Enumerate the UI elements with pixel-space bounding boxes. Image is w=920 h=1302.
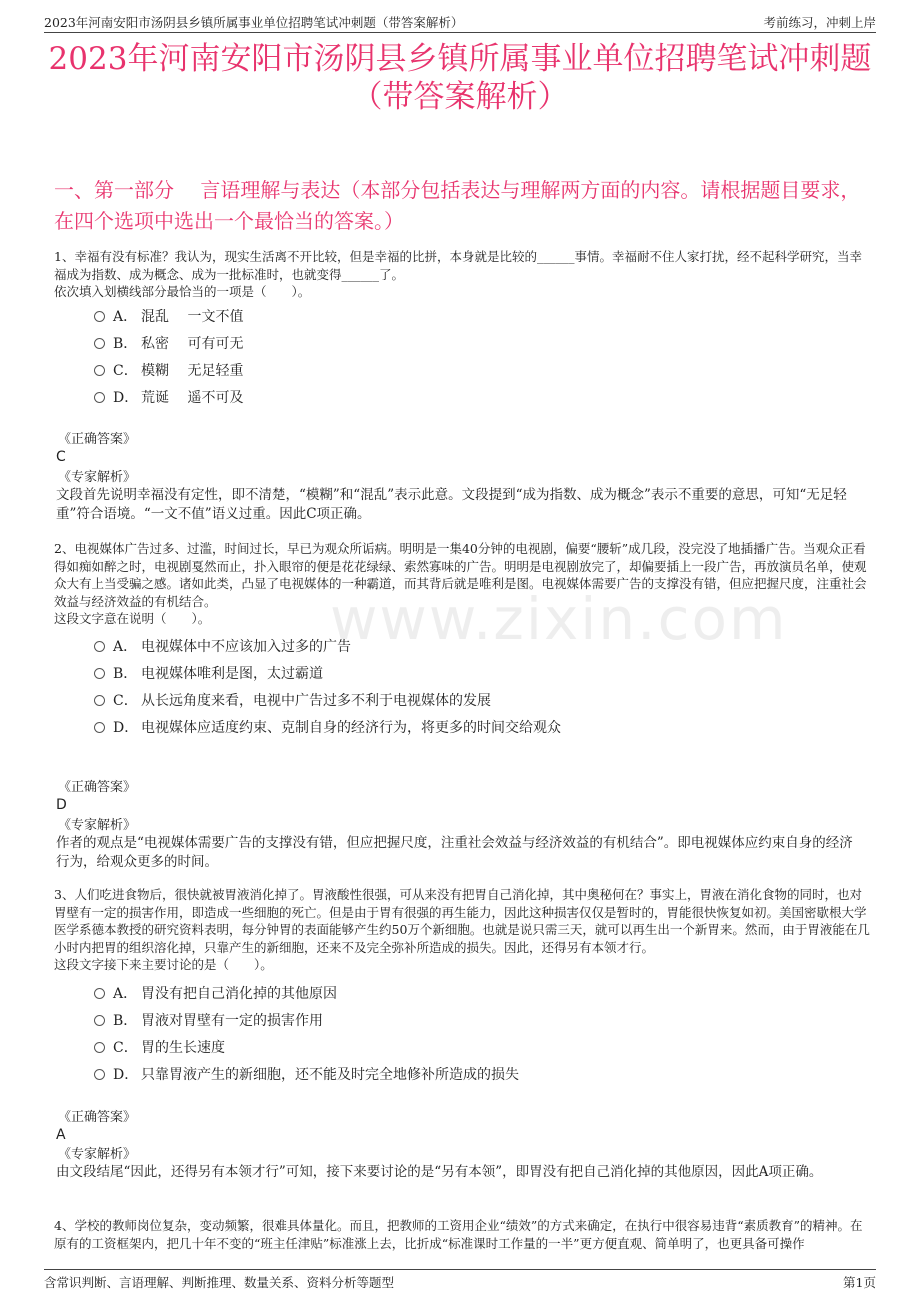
explanation-text: 由文段结尾“因此，还得另有本领才行”可知，接下来要讨论的是“另有本领”，即胃没有把自己消化掉的其他原因，因此A项正确。 [56, 1164, 823, 1180]
question-stem-text: 3、人们吃进食物后，很快就被胃液消化掉了。胃液酸性很强，可从来没有把胃自己消化掉，其中奥秘何在？事实上，胃液在消化食物的同时，也对胃壁有一定的损害作用，即造成一些细胞的死亡。但是由于胃有很强的再生能力，因此这种损害仅仅是暂时的，胃能很快恢复如初。美国密歇根大学医学系德本教授的研究资料表明，每分钟胃的表面能够产生约50万个新细胞。也就是说只需三天，就可以再生出一个新胃来。然而，由于胃液能在几小时内把胃的组织溶化掉，只靠产生的新细胞，还来不及完全弥补所造成的损失。因此，还得另有本领才行。 [54, 887, 870, 955]
radio-icon[interactable] [94, 1042, 105, 1053]
question-3-stem [54, 886, 872, 974]
option-text: 电视媒体唯利是图，太过霸道 [141, 666, 323, 682]
radio-icon[interactable] [94, 1069, 105, 1080]
answer-label: 《正确答案》 [58, 432, 137, 447]
option-letter: C． [113, 1040, 138, 1056]
page-header [44, 10, 876, 33]
option-a[interactable] [94, 306, 243, 328]
radio-icon[interactable] [94, 668, 105, 679]
radio-icon[interactable] [94, 392, 105, 403]
option-letter: A． [113, 309, 138, 325]
section-heading: 一、第一部分 言语理解与表达（本部分包括表达与理解两方面的内容。请根据题目要求，在四个选项中选出一个最恰当的答案。） [54, 178, 861, 233]
question-prompt: 这段文字意在说明（ ）。 [54, 611, 211, 626]
option-letter: A． [113, 986, 138, 1002]
option-d[interactable] [94, 1064, 519, 1086]
option-b[interactable] [94, 663, 323, 685]
option-text: 胃的生长速度 [141, 1040, 225, 1056]
question-1-stem [54, 248, 872, 301]
option-text: 荒诞 遥不可及 [141, 390, 244, 406]
option-text: 电视媒体中不应该加入过多的广告 [141, 639, 351, 655]
radio-icon[interactable] [94, 988, 105, 999]
explanation-text: 作者的观点是“电视媒体需要广告的支撑没有错，但应把握尺度，注重社会效益与经济效益的有机结合”。即电视媒体应约束自身的经济行为，给观众更多的时间。 [56, 835, 853, 870]
option-letter: A． [113, 639, 138, 655]
expert-label: 《专家解析》 [58, 470, 137, 485]
expert-label: 《专家解析》 [58, 1147, 137, 1162]
page-number: 第1页 [843, 1275, 876, 1290]
radio-icon[interactable] [94, 338, 105, 349]
option-letter: B． [113, 666, 138, 682]
explanation-text: 文段首先说明幸福没有定性，即不清楚，“模糊”和“混乱”表示此意。文段提到“成为指数、成为概念”表示不重要的意思，可知“无足轻重”符合语境。“一文不值”语义过重。因此C项正确。 [56, 487, 847, 522]
option-letter: D． [113, 1067, 139, 1083]
option-c[interactable] [94, 360, 243, 382]
option-letter: B． [113, 1013, 138, 1029]
expert-label: 《专家解析》 [58, 818, 137, 833]
option-a[interactable] [94, 636, 351, 658]
answer-value: D [56, 797, 67, 813]
question-stem-text: 4、学校的教师岗位复杂，变动频繁，很难具体量化。而且，把教师的工资用企业“绩效”的方式来确定，在执行中很容易违背“素质教育”的精神。在原有的工资框架内，把几十年不变的“班主任津贴”标准涨上去，比折成“标准课时工作量的一半”更方便直观、简单明了，也更具备可操作 [54, 1218, 863, 1251]
question-stem-text: 1、幸福有没有标准？我认为，现实生活离不开比较，但是幸福的比拼，本身就是比较的______事情。幸福耐不住人家打扰，经不起科学研究，当幸福成为指数、成为概念、成为一批标准时，也就变得______了。 [54, 249, 862, 282]
title-line-1: 2023年河南安阳市汤阴县乡镇所属事业单位招聘笔试冲刺题 [48, 41, 872, 77]
option-text: 模糊 无足轻重 [141, 363, 244, 379]
option-d[interactable] [94, 717, 561, 739]
question-stem-text: 2、电视媒体广告过多、过滥，时间过长，早已为观众所诟病。明明是一集40分钟的电视剧，偏要“腰斩”成几段，没完没了地插播广告。当观众正看得如痴如醉之时，电视剧戛然而止，扑入眼帘的便是花花绿绿、索然寡味的广告。明明是电视剧放完了，却偏要插上一段广告，再放演员名单，使观众大有上当受骗之感。诸如此类，凸显了电视媒体的一种霸道，而其背后就是唯利是图。电视媒体需要广告的支撑没有错，但应把握尺度，注重社会效益与经济效益的有机结合。 [54, 541, 867, 609]
option-text: 胃液对胃壁有一定的损害作用 [141, 1013, 323, 1029]
radio-icon[interactable] [94, 1015, 105, 1026]
option-a[interactable] [94, 983, 337, 1005]
option-letter: C． [113, 363, 138, 379]
answer-label: 《正确答案》 [58, 780, 137, 795]
radio-icon[interactable] [94, 311, 105, 322]
option-d[interactable] [94, 387, 243, 409]
option-text: 胃没有把自己消化掉的其他原因 [141, 986, 337, 1002]
question-4-stem [54, 1217, 872, 1261]
option-letter: D． [113, 390, 139, 406]
option-b[interactable] [94, 1010, 323, 1032]
option-text: 只靠胃液产生的新细胞，还不能及时完全地修补所造成的损失 [141, 1067, 519, 1083]
radio-icon[interactable] [94, 365, 105, 376]
radio-icon[interactable] [94, 695, 105, 706]
option-c[interactable] [94, 690, 491, 712]
answer-label: 《正确答案》 [58, 1110, 137, 1125]
question-prompt: 依次填入划横线部分最恰当的一项是（ ）。 [54, 284, 311, 299]
header-slogan: 考前练习，冲刺上岸 [763, 15, 876, 30]
answer-value: A [56, 1127, 66, 1143]
option-text: 混乱 一文不值 [141, 309, 244, 325]
option-text: 私密 可有可无 [141, 336, 244, 352]
option-letter: C． [113, 693, 138, 709]
page-footer [44, 1269, 876, 1294]
answer-value: C [56, 449, 66, 465]
question-prompt: 这段文字接下来主要讨论的是（ ）。 [54, 957, 273, 972]
question-2-stem [54, 540, 872, 628]
footer-note: 含常识判断、言语理解、判断推理、数量关系、资料分析等题型 [44, 1275, 395, 1290]
option-letter: D． [113, 720, 139, 736]
header-doc-title: 2023年河南安阳市汤阴县乡镇所属事业单位招聘笔试冲刺题（带答案解析） [44, 15, 464, 30]
option-b[interactable] [94, 333, 243, 355]
option-c[interactable] [94, 1037, 225, 1059]
option-text: 电视媒体应适度约束、克制自身的经济行为，将更多的时间交给观众 [141, 720, 561, 736]
watermark: www.zixin.com [330, 585, 788, 653]
option-text: 从长远角度来看，电视中广告过多不利于电视媒体的发展 [141, 693, 491, 709]
option-letter: B． [113, 336, 138, 352]
document-title [0, 40, 920, 116]
title-line-2: （带答案解析） [351, 79, 569, 115]
radio-icon[interactable] [94, 722, 105, 733]
radio-icon[interactable] [94, 641, 105, 652]
